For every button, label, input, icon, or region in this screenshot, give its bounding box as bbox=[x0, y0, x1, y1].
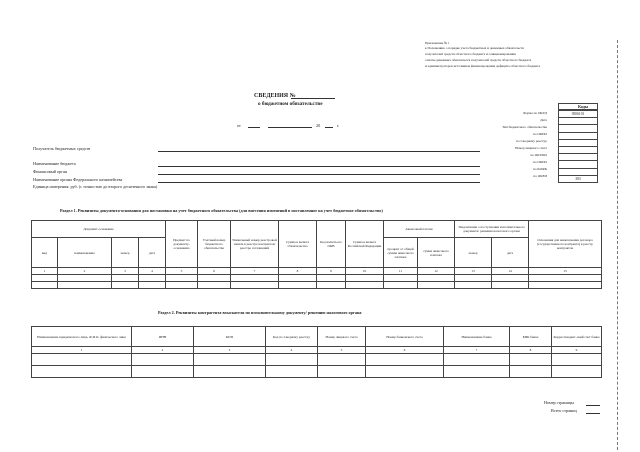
header-unique-number: Уникальный номер реестровой записи в реестре контрактов/ реестре соглашений bbox=[231, 221, 279, 268]
table-cell[interactable] bbox=[418, 282, 455, 289]
table-row bbox=[32, 282, 602, 289]
column-number: 14 bbox=[492, 268, 529, 275]
table-cell[interactable] bbox=[317, 282, 346, 289]
header-inn: ИНН bbox=[132, 327, 194, 347]
code-label-okpo: по ОКПО bbox=[533, 132, 547, 136]
date-year-line[interactable] bbox=[325, 127, 333, 128]
column-number: 7 bbox=[444, 347, 510, 354]
table-row bbox=[32, 354, 602, 366]
number-line bbox=[291, 98, 335, 99]
header-currency-code: Код валюты по ОКВ bbox=[317, 221, 346, 268]
table-cell[interactable] bbox=[318, 354, 366, 366]
column-number: 3 bbox=[112, 268, 139, 275]
code-value-okpo[interactable] bbox=[559, 132, 598, 139]
code-value-kofk[interactable] bbox=[559, 168, 598, 175]
code-value-okei[interactable]: 383 bbox=[559, 175, 598, 182]
header-grounds: Основания для невключения договора (государственного контракта) в реестр контрактов bbox=[529, 221, 602, 268]
table-cell[interactable] bbox=[112, 275, 139, 282]
code-value-date[interactable] bbox=[559, 118, 598, 125]
header-adv-sum: сумма авансового платежа bbox=[418, 238, 455, 268]
table-cell[interactable] bbox=[132, 366, 194, 378]
header-vid: вид bbox=[32, 238, 58, 268]
appendix-line: оплаты денежных обязательств получателей средств областного бюджета bbox=[425, 58, 532, 62]
header-notice-date: дата bbox=[492, 238, 529, 268]
section1-title: Раздел 1. Реквизиты документа-основания для постановки на учет бюджетного обязательства (для внесения изменений в поставленное на учет бюджетное обязательство) bbox=[60, 208, 383, 213]
column-number: 8 bbox=[510, 347, 552, 354]
header-adv-percent: процент от общей суммы авансового платежа bbox=[384, 238, 418, 268]
document-title: СВЕДЕНИЯ № bbox=[254, 93, 296, 99]
table-cell[interactable] bbox=[492, 275, 529, 282]
table-cell[interactable] bbox=[455, 282, 492, 289]
field-line-fin-org[interactable] bbox=[158, 174, 480, 175]
table-cell[interactable] bbox=[198, 282, 231, 289]
column-number: 13 bbox=[455, 268, 492, 275]
table-cell[interactable] bbox=[32, 354, 132, 366]
code-label-type: Тип бюджетного обязательства bbox=[502, 125, 547, 129]
header-name: наименование bbox=[58, 238, 112, 268]
table-cell[interactable] bbox=[444, 354, 510, 366]
date-year-suffix: г. bbox=[337, 123, 340, 128]
column-number: 11 bbox=[384, 268, 418, 275]
code-label-kofk: по КОФК bbox=[533, 167, 547, 171]
header-bank-name: Наименование банка bbox=[444, 327, 510, 347]
column-number: 1 bbox=[32, 347, 132, 354]
total-pages-label: Всего страниц bbox=[551, 408, 577, 413]
table-cell[interactable] bbox=[317, 275, 346, 282]
column-number: 8 bbox=[279, 268, 317, 275]
column-number: 5 bbox=[166, 268, 198, 275]
code-value-oktmo[interactable] bbox=[559, 154, 598, 161]
date-month-line[interactable] bbox=[268, 127, 312, 128]
table-cell[interactable] bbox=[58, 275, 112, 282]
header-personal-account: Номер лицевого счета bbox=[318, 327, 366, 347]
section2-title: Раздел 2. Реквизиты контрагента взыскателя по исполнительному документу/ решению налогового органа bbox=[158, 310, 362, 315]
page-number-label: Номер страницы bbox=[544, 400, 574, 405]
table-cell[interactable] bbox=[318, 366, 366, 378]
column-number: 3 bbox=[194, 347, 266, 354]
column-number: 9 bbox=[552, 347, 602, 354]
table-cell[interactable] bbox=[346, 275, 384, 282]
field-label-treasury: Наименование органа Федерального казначейства bbox=[33, 177, 123, 182]
code-value-account[interactable] bbox=[559, 146, 598, 153]
table-cell[interactable] bbox=[384, 275, 418, 282]
appendix-line: и администраторов источников финансирования дефицита областного бюджета bbox=[425, 64, 541, 68]
table-cell[interactable] bbox=[510, 366, 552, 378]
table-cell[interactable] bbox=[32, 275, 58, 282]
table-cell[interactable] bbox=[166, 275, 198, 282]
table-cell[interactable] bbox=[112, 282, 139, 289]
table-cell[interactable] bbox=[139, 275, 166, 282]
code-label-okei: по ОКЕИ bbox=[533, 174, 547, 178]
header-advance: Авансовый платеж bbox=[384, 221, 455, 238]
field-line-treasury[interactable] bbox=[158, 182, 480, 183]
table-cell[interactable] bbox=[139, 282, 166, 289]
table-cell[interactable] bbox=[366, 354, 444, 366]
header-contractor-name: Наименование юридического лица, Ф.И.О. физического лица bbox=[32, 327, 132, 347]
header-notice: Уведомление о поступлении исполнительного документа/ решения налогового органа bbox=[455, 221, 529, 238]
table-cell[interactable] bbox=[58, 282, 112, 289]
code-value-type[interactable] bbox=[559, 125, 598, 132]
field-label-units: Единица измерения: руб. (с точностью до второго десятичного знака) bbox=[33, 184, 158, 189]
appendix-title: Приложение №1 bbox=[425, 41, 449, 45]
column-number: 4 bbox=[139, 268, 166, 275]
table-cell[interactable] bbox=[279, 275, 317, 282]
table-cell[interactable] bbox=[529, 282, 602, 289]
table-cell[interactable] bbox=[384, 282, 418, 289]
column-number: 4 bbox=[266, 347, 318, 354]
header-notice-number: номер bbox=[455, 238, 492, 268]
document-subtitle: о бюджетном обязательстве bbox=[258, 101, 323, 107]
section1-table bbox=[31, 220, 602, 289]
table-cell[interactable] bbox=[231, 275, 279, 282]
table-cell[interactable] bbox=[279, 282, 317, 289]
appendix-line: получателей средств областного бюджета и санкционирования bbox=[425, 52, 516, 56]
code-value-okud[interactable]: 0506101 bbox=[559, 111, 598, 118]
codes-header-box bbox=[558, 103, 598, 110]
table-cell[interactable] bbox=[166, 282, 198, 289]
table-number-row bbox=[32, 268, 602, 275]
table-cell[interactable] bbox=[194, 354, 266, 366]
header-sum-rub: Сумма в валюте Российской Федерации bbox=[346, 221, 384, 268]
column-number: 1 bbox=[32, 268, 58, 275]
field-label-budget: Наименование бюджета bbox=[33, 161, 76, 166]
table-cell[interactable] bbox=[455, 275, 492, 282]
appendix-line: к Положению о порядке учета бюджетных и денежных обязательств bbox=[425, 46, 524, 50]
page-number-line[interactable] bbox=[586, 405, 600, 406]
table-cell[interactable] bbox=[552, 366, 602, 378]
field-label-recipient: Получатель бюджетных средств bbox=[33, 146, 91, 151]
table-cell[interactable] bbox=[194, 366, 266, 378]
table-cell[interactable] bbox=[32, 282, 58, 289]
field-line-budget[interactable] bbox=[158, 166, 480, 167]
column-number: 6 bbox=[366, 347, 444, 354]
table-cell[interactable] bbox=[366, 366, 444, 378]
table-cell[interactable] bbox=[346, 282, 384, 289]
codes-header: Коды bbox=[578, 104, 589, 109]
header-doc-basis: Документ-основание bbox=[32, 221, 166, 238]
table-cell[interactable] bbox=[492, 282, 529, 289]
column-number: 9 bbox=[317, 268, 346, 275]
field-line-recipient[interactable] bbox=[158, 151, 480, 152]
header-date: дата bbox=[139, 238, 166, 268]
column-number: 2 bbox=[58, 268, 112, 275]
code-label-oktmo: по ОКТМО bbox=[530, 153, 547, 157]
field-label-fin-org: Финансовый орган bbox=[33, 169, 67, 174]
table-row bbox=[32, 366, 602, 378]
table-cell[interactable] bbox=[444, 366, 510, 378]
header-svodny-code: Код по Сводному реестру bbox=[266, 327, 318, 347]
table-cell[interactable] bbox=[510, 354, 552, 366]
column-number: 5 bbox=[318, 347, 366, 354]
date-prefix: от bbox=[237, 123, 241, 128]
column-number: 12 bbox=[418, 268, 455, 275]
table-cell[interactable] bbox=[198, 275, 231, 282]
header-corr-account: Корреспондент-ский счет банка bbox=[552, 327, 602, 347]
table-number-row bbox=[32, 347, 602, 354]
table-cell[interactable] bbox=[552, 354, 602, 366]
total-pages-line[interactable] bbox=[586, 413, 600, 414]
column-number: 7 bbox=[231, 268, 279, 275]
header-kpp: КПП bbox=[194, 327, 266, 347]
column-number: 15 bbox=[529, 268, 602, 275]
page-edge-line bbox=[617, 40, 618, 450]
header-bank-account: Номер банковского счета bbox=[366, 327, 444, 347]
code-label-okud: Форма по ОКУД bbox=[523, 111, 547, 115]
code-label-okpo-2: по ОКПО bbox=[533, 160, 547, 164]
table-cell[interactable] bbox=[231, 282, 279, 289]
table-cell[interactable] bbox=[529, 275, 602, 282]
table-cell[interactable] bbox=[266, 354, 318, 366]
column-number: 10 bbox=[346, 268, 384, 275]
table-cell[interactable] bbox=[132, 354, 194, 366]
table-row bbox=[32, 275, 602, 282]
header-subject: Предмет по документу-основанию bbox=[166, 221, 198, 268]
header-sum-obligation: Сумма в валюте обязательства bbox=[279, 221, 317, 268]
header-account-number: Учетный номер бюджетного обязательства bbox=[198, 221, 231, 268]
date-year-prefix: 20 bbox=[316, 123, 321, 128]
table-cell[interactable] bbox=[32, 366, 132, 378]
codes-table bbox=[558, 110, 598, 183]
code-label-svodny: по Сводному реестру bbox=[516, 139, 547, 143]
column-number: 2 bbox=[132, 347, 194, 354]
code-value-okpo-2[interactable] bbox=[559, 161, 598, 168]
header-bik: БИК банка bbox=[510, 327, 552, 347]
table-cell[interactable] bbox=[418, 275, 455, 282]
table-cell[interactable] bbox=[266, 366, 318, 378]
header-number: номер bbox=[112, 238, 139, 268]
section2-table bbox=[31, 326, 602, 378]
code-label-account: Номер лицевого счета bbox=[515, 146, 547, 150]
date-day-line[interactable] bbox=[248, 127, 260, 128]
column-number: 6 bbox=[198, 268, 231, 275]
code-label-date: Дата bbox=[540, 118, 547, 122]
code-value-svodny[interactable] bbox=[559, 139, 598, 146]
